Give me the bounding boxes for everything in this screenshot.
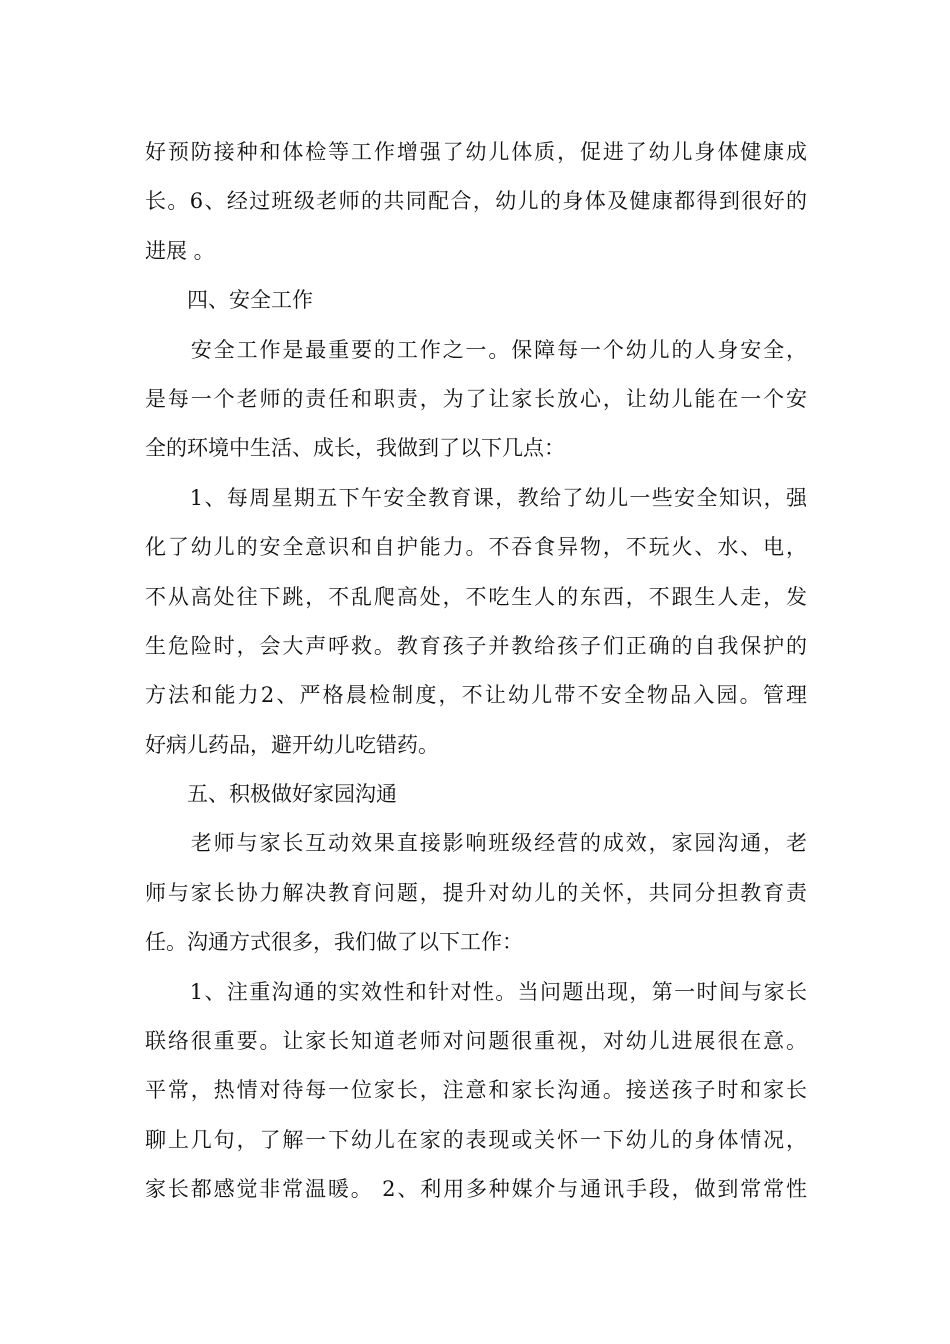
section-heading-communication: 五、积极做好家园沟通 — [145, 782, 397, 807]
text-line: 好病儿药品，避开幼儿吃错药。 — [145, 732, 439, 757]
text-line: 家长都感觉非常温暖。 2、利用多种媒介与通讯手段，做到常常性 — [145, 1177, 807, 1202]
text-line: 联络很重要。让家长知道老师对问题很重视，对幼儿进展很在意。 — [145, 1029, 807, 1054]
text-line: 好预防接种和体检等工作增强了幼儿体质，促进了幼儿身体健康成 — [145, 140, 807, 164]
body-text — [145, 128, 807, 1215]
text-line: 安全工作是最重要的工作之一。保障每一个幼儿的人身安全， — [145, 337, 807, 362]
text-line: 老师与家长互动效果直接影响班级经营的成效，家园沟通，老 — [145, 831, 807, 856]
text-line: 师与家长协力解决教育问题，提升对幼儿的关怀，共同分担教育责 — [145, 880, 807, 905]
text-line: 生危险时，会大声呼救。教育孩子并教给孩子们正确的自我保护的 — [145, 633, 807, 658]
text-line: 平常，热情对待每一位家长，注意和家长沟通。接送孩子时和家长 — [145, 1078, 807, 1103]
text-line: 长。6、经过班级老师的共同配合，幼儿的身体及健康都得到很好的 — [145, 189, 807, 214]
text-line: 进展 。 — [145, 238, 215, 263]
text-line: 1、注重沟通的实效性和针对性。当问题出现，第一时间与家长 — [145, 979, 807, 1004]
text-line: 方法和能力2、严格晨检制度，不让幼儿带不安全物品入园。管理 — [145, 683, 807, 708]
text-line: 是每一个老师的责任和职责，为了让家长放心，让幼儿能在一个安 — [145, 386, 807, 411]
section-heading-safety: 四、安全工作 — [145, 288, 313, 313]
text-line: 全的环境中生活、成长，我做到了以下几点： — [145, 436, 565, 461]
text-line: 1、每周星期五下午安全教育课，教给了幼儿一些安全知识，强 — [145, 485, 807, 510]
text-line: 化了幼儿的安全意识和自护能力。不吞食异物，不玩火、水、电， — [145, 535, 807, 560]
text-line: 不从高处往下跳，不乱爬高处，不吃生人的东西，不跟生人走，发 — [145, 584, 807, 609]
text-line: 聊上几句，了解一下幼儿在家的表现或关怀一下幼儿的身体情况， — [145, 1127, 807, 1152]
text-line: 任。沟通方式很多，我们做了以下工作： — [145, 930, 523, 955]
